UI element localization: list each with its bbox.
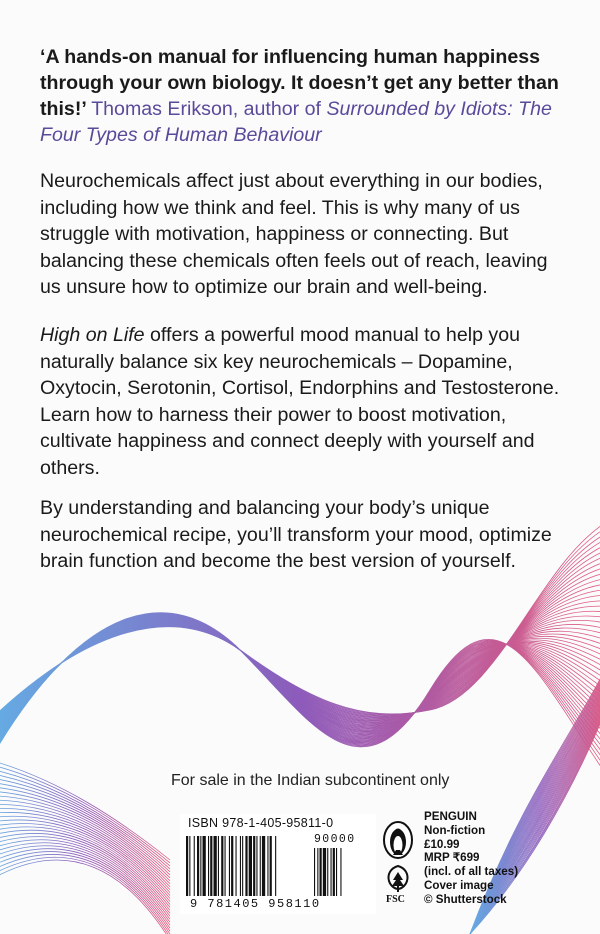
wave-line bbox=[0, 618, 600, 746]
wave-line-lower-left bbox=[0, 840, 170, 919]
tax-note: (incl. of all taxes) bbox=[424, 865, 519, 879]
quote-text: ‘A hands-on manual for influencing human happiness through your own biology. It doesn’t get any better than this!’ bbox=[40, 46, 559, 120]
publisher-info bbox=[424, 810, 518, 907]
wave-line bbox=[0, 619, 600, 743]
wave-line bbox=[0, 611, 600, 734]
attribution-prefix: Thomas Erikson, author of bbox=[91, 98, 321, 120]
wave-line bbox=[0, 615, 600, 754]
wave-line bbox=[0, 617, 600, 746]
credit-holder: © Shutterstock bbox=[424, 892, 507, 906]
wave-line bbox=[0, 616, 600, 751]
wave-line bbox=[0, 618, 600, 744]
wave-line bbox=[0, 618, 600, 745]
wave-line bbox=[0, 615, 600, 755]
wave-line bbox=[0, 619, 600, 742]
barcode-panel bbox=[180, 814, 376, 914]
fsc-label: FSC bbox=[386, 894, 405, 905]
description-paragraph-1: Neurochemicals affect just about everything in our bodies, including how we think and feel. This is why many of us struggle with motivation, happiness or connecting. But balancing these chemicals often feels out of reach, leaving us unsure how to optimize our brain and well-being. bbox=[40, 170, 548, 299]
wave-line bbox=[0, 616, 600, 750]
book-title-inline: High on Life bbox=[40, 324, 145, 346]
description-paragraph-2 bbox=[40, 322, 560, 482]
cover-credit: Cover image bbox=[424, 878, 494, 892]
isbn-label: ISBN 978-1-405-95811-0 bbox=[188, 816, 334, 830]
price-inr: MRP ₹699 bbox=[424, 851, 480, 865]
wave-line bbox=[0, 606, 600, 733]
publisher-name: PENGUIN bbox=[424, 810, 477, 823]
barcode-addon-digits: 90000 bbox=[314, 833, 356, 846]
wave-line bbox=[0, 617, 600, 747]
description-paragraph-3: By understanding and balancing your body’s unique neurochemical recipe, you’ll transform your mood, optimize brain function and become the best version of yourself. bbox=[40, 497, 552, 573]
book-category: Non-fiction bbox=[424, 823, 486, 837]
wave-line bbox=[0, 614, 600, 755]
price-gbp: £10.99 bbox=[424, 837, 460, 851]
wave-line bbox=[0, 619, 600, 741]
attribution-book-title: Surrounded by Idiots: The Four Types of Human Behaviour bbox=[40, 98, 552, 146]
wave-line bbox=[0, 616, 600, 752]
wave-line bbox=[0, 617, 600, 749]
fsc-tree-icon bbox=[384, 864, 412, 894]
paragraph-2-body: offers a powerful mood manual to help you naturally balance six key neurochemicals – Dopamine, Oxytocin, Serotonin, Cortisol, Endorphins and Testosterone. Learn how to harness their power to boost motivation, cultivate happiness and connect deeply with yourself and others. bbox=[40, 324, 560, 479]
quote-attribution bbox=[40, 98, 552, 146]
wave-line-lower-left bbox=[0, 820, 170, 902]
logo-column bbox=[382, 820, 414, 910]
wave-line-lower-left bbox=[0, 796, 170, 884]
wave-line bbox=[0, 616, 600, 735]
wave-line bbox=[0, 614, 600, 757]
sale-notice: For sale in the Indian subcontinent only bbox=[171, 772, 450, 789]
wave-line bbox=[0, 616, 600, 749]
penguin-icon bbox=[382, 820, 414, 860]
wave-line bbox=[0, 615, 600, 753]
barcode-digits: 9 781405 958110 bbox=[190, 897, 321, 911]
endorsement-quote bbox=[40, 44, 560, 148]
